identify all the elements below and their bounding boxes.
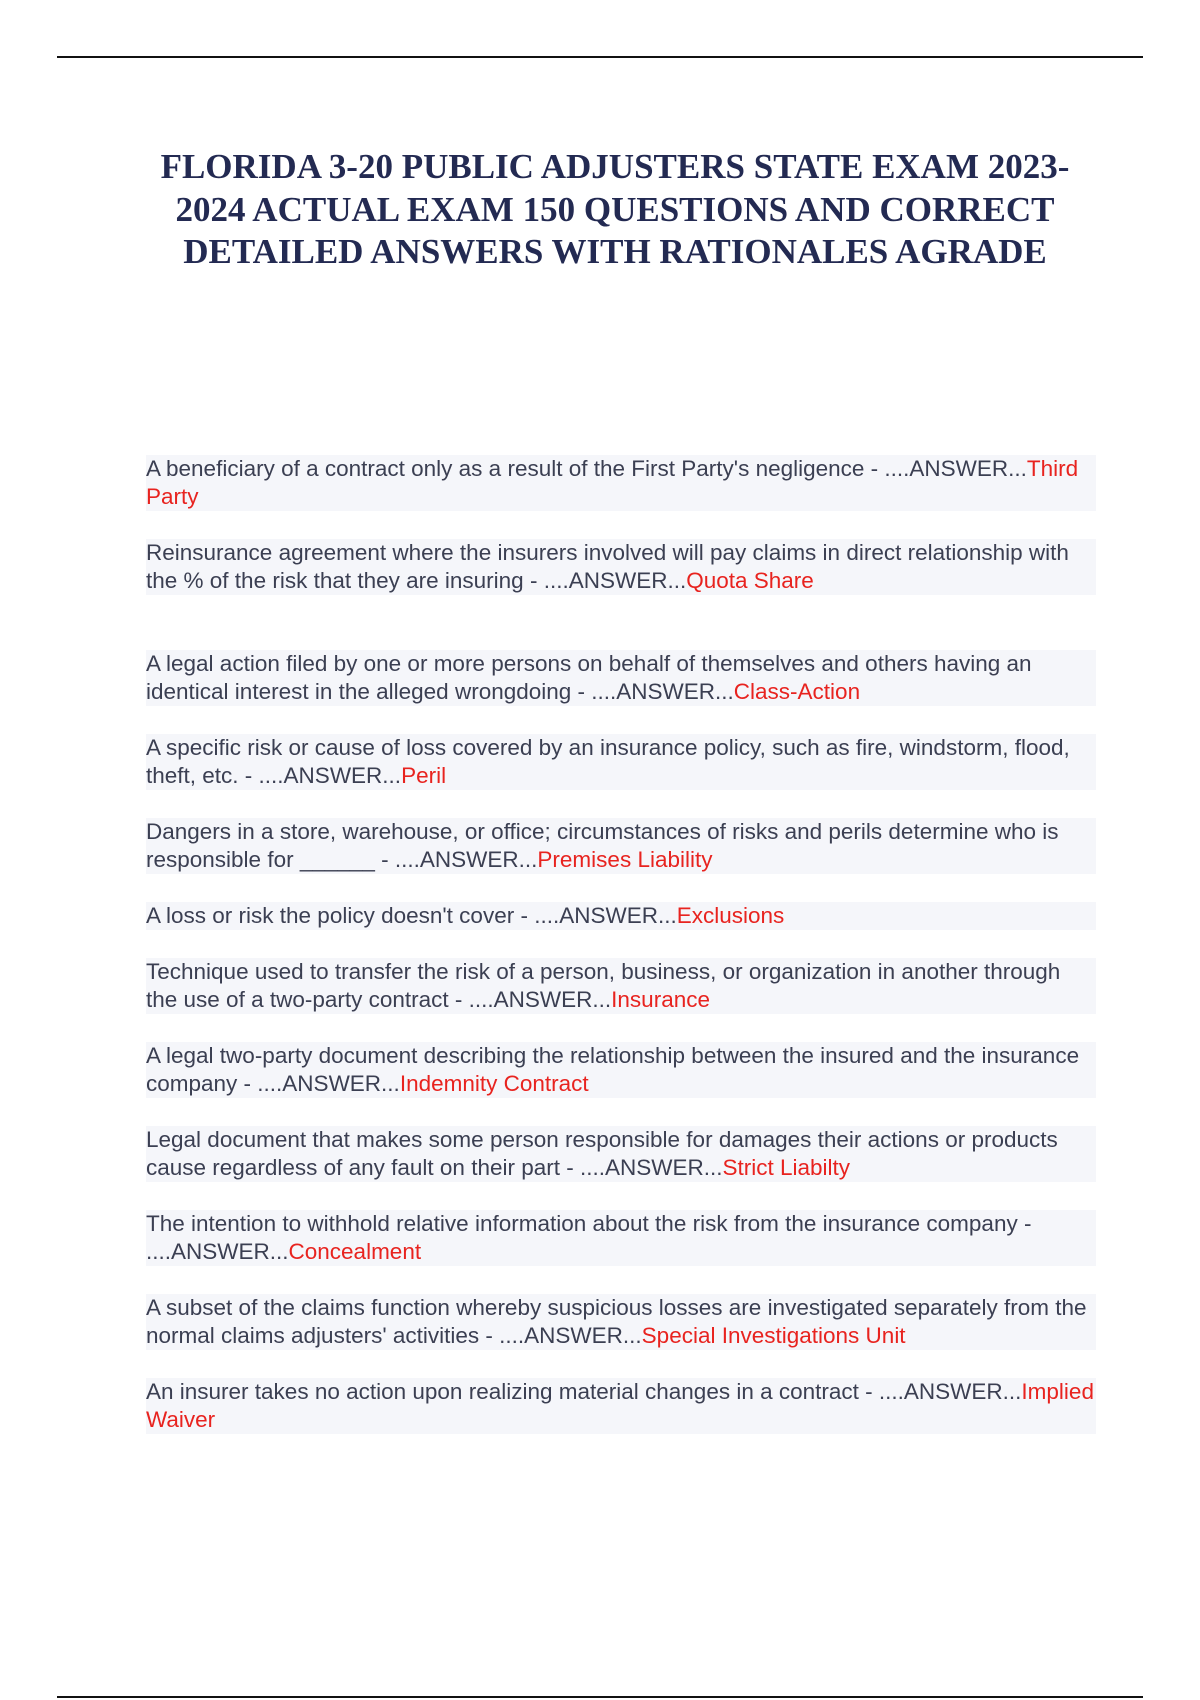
- question-text: Dangers in a store, warehouse, or office; circumstances of risks and perils determine who is responsible for ______ -: [146, 819, 1059, 872]
- qa-item-12: [146, 1378, 1096, 1434]
- qa-item-8: [146, 1042, 1096, 1098]
- answer-marker: ....ANSWER...: [878, 1379, 1022, 1404]
- answer-text: Exclusions: [676, 903, 785, 928]
- answer-marker: ....ANSWER...: [258, 763, 402, 788]
- answer-marker: ....ANSWER...: [499, 1323, 642, 1348]
- answer-text: Premises Liability: [537, 847, 713, 872]
- question-text: A beneficiary of a contract only as a result of the First Party's negligence -: [146, 456, 885, 481]
- qa-item-2: [146, 539, 1096, 595]
- qa-item-6: [146, 902, 1096, 930]
- top-rule: [57, 56, 1143, 58]
- answer-marker: ....ANSWER...: [591, 679, 734, 704]
- answer-marker: ....ANSWER...: [146, 1239, 289, 1264]
- answer-text: Special Investigations Unit: [641, 1323, 906, 1348]
- answer-text: Peril: [401, 763, 447, 788]
- question-text: The intention to withhold relative information about the risk from the insurance company -: [146, 1211, 1032, 1236]
- answer-marker: ....ANSWER...: [543, 568, 687, 593]
- question-text: A subset of the claims function whereby suspicious losses are investigated separately from the normal claims adjusters' activities -: [146, 1295, 1087, 1348]
- qa-item-9: [146, 1126, 1096, 1182]
- answer-marker: ....ANSWER...: [468, 987, 612, 1012]
- answer-text: Insurance: [611, 987, 710, 1012]
- answer-text: Quota Share: [686, 568, 814, 593]
- question-text: Technique used to transfer the risk of a person, business, or organization in another through the use of a two-party contract -: [146, 959, 1061, 1012]
- question-text: Legal document that makes some person responsible for damages their actions or products cause regardless of any fault on their part -: [146, 1127, 1058, 1180]
- answer-text: Third Party: [146, 456, 1079, 509]
- answer-marker: ....ANSWER...: [579, 1155, 723, 1180]
- question-text: A legal action filed by one or more persons on behalf of themselves and others having an identical interest in the alleged wrongdoing -: [146, 651, 1032, 704]
- answer-text: Strict Liabilty: [722, 1155, 851, 1180]
- answer-text: Concealment: [288, 1239, 422, 1264]
- qa-item-5: [146, 818, 1096, 874]
- question-answer-list: [146, 455, 1096, 1462]
- question-text: Reinsurance agreement where the insurers involved will pay claims in direct relationship with the % of the risk that they are insuring -: [146, 540, 1069, 593]
- qa-item-10: [146, 1210, 1096, 1266]
- qa-item-1: [146, 455, 1096, 511]
- answer-marker: ....ANSWER...: [394, 847, 538, 872]
- question-text: A legal two-party document describing the relationship between the insured and the insurance company -: [146, 1043, 1080, 1096]
- question-text: A specific risk or cause of loss covered by an insurance policy, such as fire, windstorm, flood, theft, etc. -: [146, 735, 1070, 788]
- qa-item-4: [146, 734, 1096, 790]
- answer-text: Class-Action: [733, 679, 861, 704]
- answer-marker: ....ANSWER...: [884, 456, 1027, 481]
- qa-item-7: [146, 958, 1096, 1014]
- qa-item-3: [146, 650, 1096, 706]
- document-title: FLORIDA 3-20 PUBLIC ADJUSTERS STATE EXAM 2023-2024 ACTUAL EXAM 150 QUESTIONS AND CORRECT DETAILED ANSWERS WITH RATIONALES AGRADE: [160, 147, 1070, 271]
- bottom-rule: [57, 1696, 1143, 1698]
- answer-text: Indemnity Contract: [399, 1071, 589, 1096]
- question-text: A loss or risk the policy doesn't cover -: [146, 903, 535, 928]
- question-text: An insurer takes no action upon realizing material changes in a contract -: [146, 1379, 879, 1404]
- answer-text: Implied Waiver: [146, 1379, 1094, 1432]
- qa-item-11: [146, 1294, 1096, 1350]
- answer-marker: ....ANSWER...: [534, 903, 677, 928]
- answer-marker: ....ANSWER...: [257, 1071, 400, 1096]
